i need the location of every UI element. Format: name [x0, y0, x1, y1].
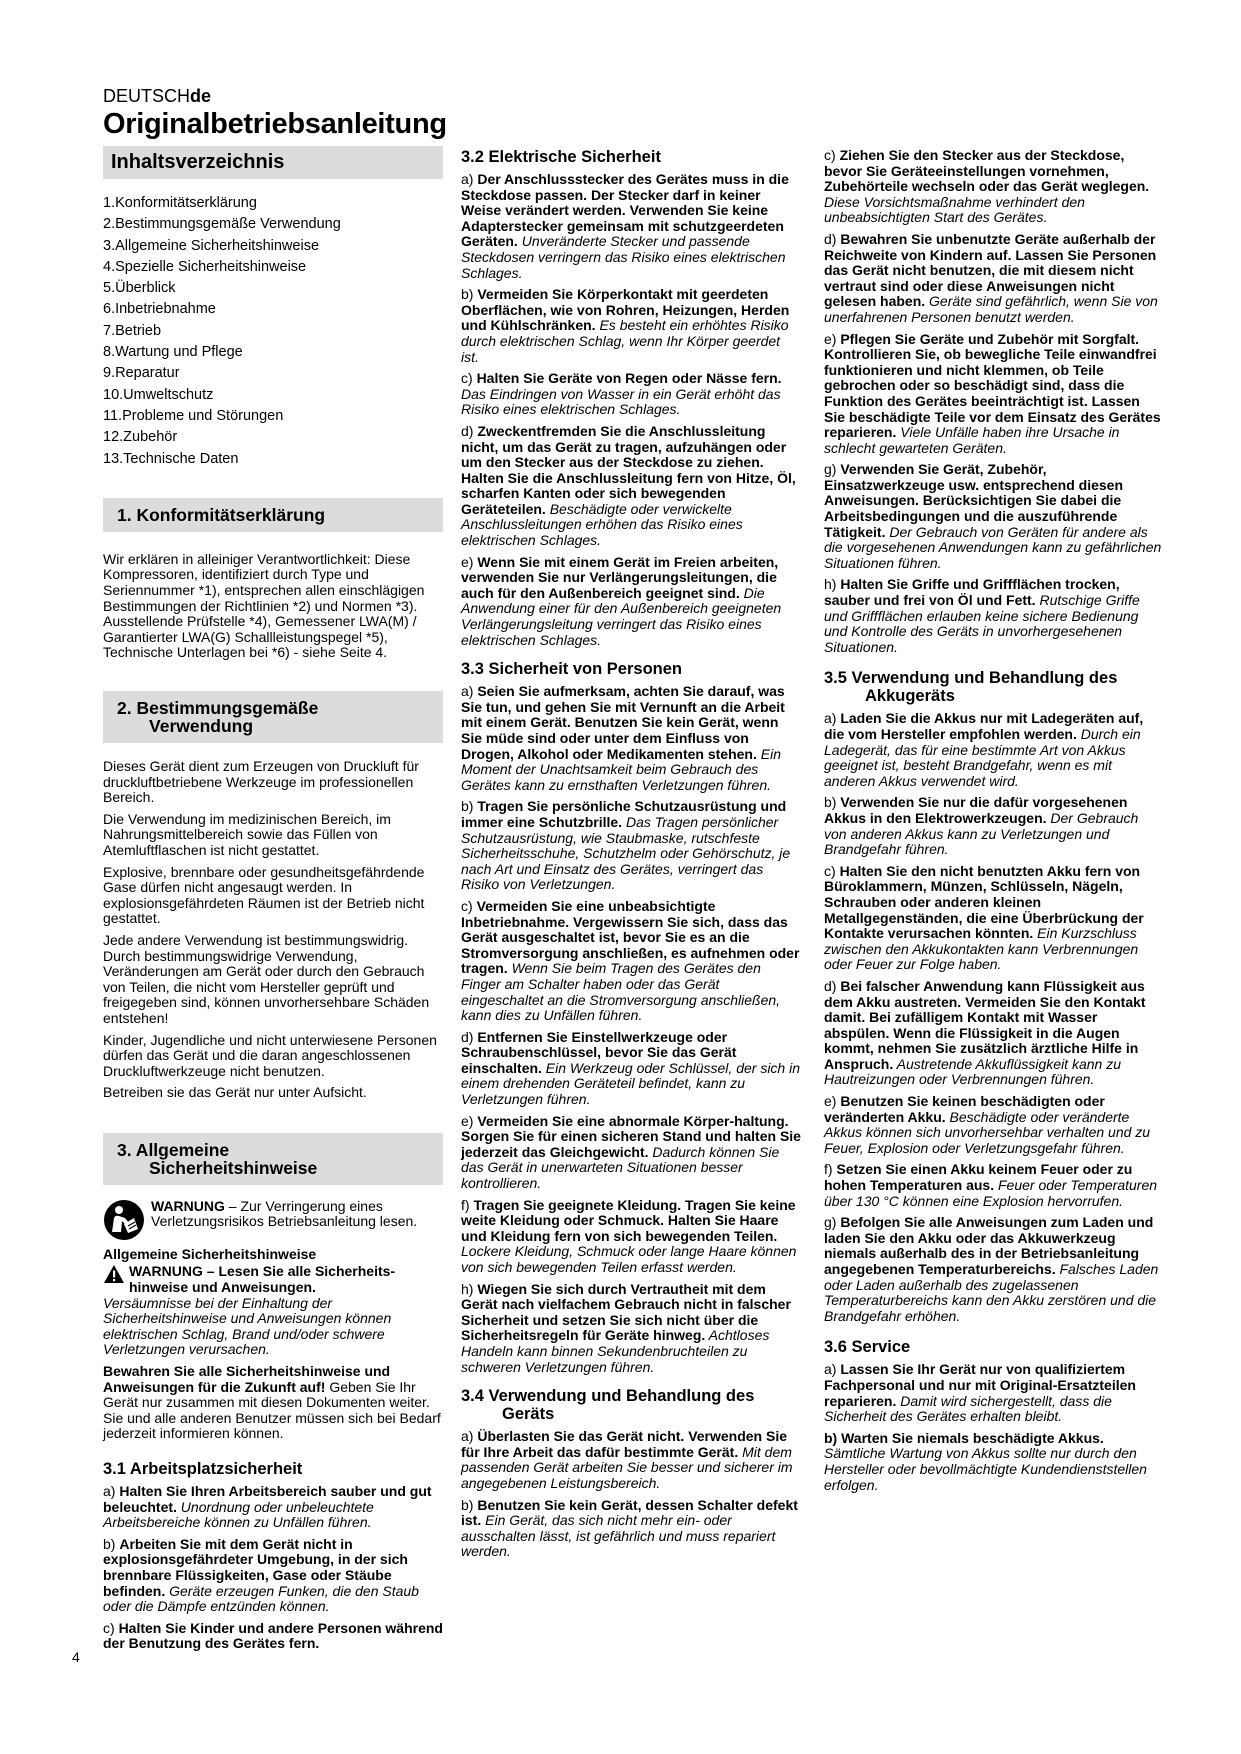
- toc-item[interactable]: 3.Allgemeine Sicherheitshinweise: [103, 237, 320, 254]
- item-3-5-d: d) Bei falscher Anwendung kann Flüssigkeit aus dem Akku austreten. Vermeiden Sie den Kontakt damit. Bei zufälligem Kontakt mit Wasser abspülen. Wenn die Flüssigkeit in die Augen kommt, nehmen Sie zusätzlich ärztliche Hilfe in Anspruch. Austretende Akkuflüssigkeit kann zu Hautreizungen oder Verbrennungen führen.: [824, 977, 1146, 1088]
- section-2-p4: Jede andere Verwendung ist bestimmungswidrig. Durch bestimmungswidrige Verwendung, Veränderungen am Gerät oder durch den Gebrauch von Teilen, die nicht vom Hersteller geprüft und freigegeben sind, können unvorhersehbare Schäden entstehen!: [103, 931, 430, 1026]
- item-3-3-a: a) Seien Sie aufmerksam, achten Sie darauf, was Sie tun, und gehen Sie mit Vernunft an die Arbeit mit einem Gerät. Benutzen Sie kein Gerät, wenn Sie müde sind oder unter dem Einfluss von Drogen, Alkohol oder Medikamenten stehen. Ein Moment der Unachtsamkeit beim Gebrauch des Gerätes kann zu ernsthaften Verletzungen führen.: [461, 683, 785, 793]
- toc-item[interactable]: 7.Betrieb: [103, 322, 162, 339]
- item-3-6-b: b) Warten Sie niemals beschädigte Akkus. Sämtliche Wartung von Akkus sollte nur durch den Hersteller oder bevollmächtigte Kundendienststellen erfolgen.: [824, 1429, 1147, 1493]
- item-3-3-c: c) Vermeiden Sie eine unbeabsichtigte Inbetriebnahme. Vergewissern Sie sich, dass das Gerät ausgeschaltet ist, bevor Sie es an die Stromversorgung anschließen, es aufnehmen oder tragen. Wenn Sie beim Tragen des Gerätes den Finger am Schalter haben oder das Gerät eingeschaltet an die Stromversorgung anschließen, kann dies zu Unfällen führen.: [461, 897, 800, 1024]
- toc-item[interactable]: 9.Reparatur: [103, 365, 180, 382]
- item-3-2-d: d) Zweckentfremden Sie die Anschlussleitung nicht, um das Gerät zu tragen, aufzuhängen oder um den Stecker aus der Steckdose zu ziehen. Halten Sie die Anschlussleitung fern von Hitze, Öl, scharfen Kanten oder sich bewegenden Geräteteilen. Beschädigte oder verwickelte Anschlussleitungen erhöhen das Risiko eines elektrischen Schlages.: [461, 422, 796, 549]
- item-3-2-b: b) Vermeiden Sie Körperkontakt mit geerdeten Oberflächen, wie von Rohren, Heizungen, Herden und Kühlschränken. Es besteht ein erhöhtes Risiko durch elektrischen Schlag, wenn Ihr Körper geerdet ist.: [461, 286, 790, 365]
- toc-item[interactable]: 1.Konformitätserklärung: [103, 195, 257, 211]
- item-3-3-b: b) Tragen Sie persönliche Schutzausrüstung und immer eine Schutzbrille. Das Tragen persönlicher Schutzausrüstung, wie Staubmaske, rutschfeste Sicherheitsschuhe, Schutzhelm oder Gehörschutz, je nach Art und Einsatz des Gerätes, verringert das Risiko von Verletzungen.: [461, 798, 791, 893]
- read-manual-icon: [103, 1199, 145, 1241]
- section-2-p5: Kinder, Jugendliche und nicht unterwiesene Personen dürfen das Gerät und die daran angeschlossenen Druckluftwerkzeuge nicht benutzen.: [103, 1031, 437, 1079]
- toc-item[interactable]: 13.Technische Daten: [103, 450, 239, 467]
- item-3-1-b: b) Arbeiten Sie mit dem Gerät nicht in explosionsgefährdeter Umgebung, in der sich brennbare Flüssigkeiten, Gase oder Stäube befinden. Geräte erzeugen Funken, die den Staub oder die Dämpfe entzünden können.: [103, 1535, 419, 1615]
- column-1: [103, 146, 443, 1658]
- item-3-3-e: e) Vermeiden Sie eine abnormale Körper-haltung. Sorgen Sie für einen sicheren Stand und halten Sie jederzeit das Gleichgewicht. Dadurch können Sie das Gerät in unerwarteten Situationen besser kontrollieren.: [461, 1112, 801, 1192]
- warning-read-all: WARNUNG – Lesen Sie alle Sicherheits-hinweise und Anweisungen. Versäumnisse bei der Einhaltung der Sicherheitshinweise und Anweisungen können elektrischen Schlag, Brand und/oder schwere Verletzungen verursachen.: [103, 1263, 396, 1358]
- toc-item[interactable]: 5.Überblick: [103, 280, 176, 297]
- item-3-5-b: b) Verwenden Sie nur die dafür vorgesehenen Akkus in den Elektrowerkzeugen. Der Gebrauch von anderen Akkus kann zu Verletzungen und Brandgefahr führen.: [824, 794, 1139, 858]
- warning-read-manual: WARNUNG – Zur Verringerung eines Verletzungsrisikos Betriebsanleitung lesen.: [103, 1199, 443, 1241]
- item-3-2-c: c) Halten Sie Geräte von Regen oder Nässe fern. Das Eindringen von Wasser in ein Gerät erhöht das Risiko eines elektrischen Schlages.: [461, 370, 782, 418]
- item-3-6-a: a) Lassen Sie Ihr Gerät nur von qualifiziertem Fachpersonal und nur mit Original-Ersatzteilen reparieren. Damit wird sichergestellt, dass die Sicherheit des Gerätes erhalten bleibt.: [824, 1361, 1136, 1425]
- section-2-p3: Explosive, brennbare oder gesundheitsgefährdende Gase dürfen nicht angesaugt werden. In explosionsgefährdeten Räumen ist der Betrieb nicht gestattet.: [103, 863, 425, 927]
- warning-triangle-icon: [103, 1264, 125, 1284]
- toc-item[interactable]: 10.Umweltschutz: [103, 386, 214, 403]
- section-3-1-heading: 3.1 Arbeitsplatzsicherheit: [103, 1460, 303, 1479]
- section-3-4-heading: 3.4 Verwendung und Behandlung des Geräts: [461, 1387, 755, 1424]
- item-3-4-b: b) Benutzen Sie kein Gerät, dessen Schalter defekt ist. Ein Gerät, das sich nicht mehr ein- oder ausschalten lässt, ist gefährlich und muss repariert werden.: [461, 1496, 798, 1560]
- item-3-5-a: a) Laden Sie die Akkus nur mit Ladegeräten auf, die vom Hersteller empfohlen werden. Durch ein Ladegerät, das für eine bestimmte Art von Akkus geeignet ist, besteht Brandgefahr, wenn es mit anderen Akkus verwendet wird.: [824, 710, 1144, 789]
- page-number: 4: [72, 1649, 80, 1665]
- section-2-p6: Betreiben sie das Gerät nur unter Aufsicht.: [103, 1084, 367, 1101]
- toc-item[interactable]: 12.Zubehör: [103, 429, 178, 446]
- section-1-heading: 1. Konformitätserklärung: [103, 498, 443, 532]
- item-3-3-h: h) Wiegen Sie sich durch Vertrautheit mit dem Gerät nach vielfachem Gebrauch nicht in falscher Sicherheit und setzen Sie sich nicht über die Sicherheitsregeln für Geräte hinweg. Achtloses Handeln kann binnen Sekundenbruchteilen zu schweren Verletzungen führen.: [461, 1280, 791, 1375]
- item-3-5-e: e) Benutzen Sie keinen beschädigten oder veränderten Akku. Beschädigte oder veränderte Akkus können sich unvorhersehbar verhalten und zu Feuer, Explosion oder Verletzungsgefahr führen.: [824, 1093, 1151, 1156]
- section-3-3-heading: 3.3 Sicherheit von Personen: [461, 660, 682, 679]
- general-safety-heading: Allgemeine Sicherheitshinweise: [103, 1245, 317, 1262]
- document-title: Originalbetriebsanleitung: [103, 108, 447, 140]
- item-3-4-g: g) Verwenden Sie Gerät, Zubehör, Einsatzwerkzeuge usw. entsprechend diesen Anweisungen. Berücksichtigen Sie dabei die Arbeitsbedingungen und die auszuführende Tätigkeit. Der Gebrauch von Geräten für andere als die vorgesehenen Anwendungen kann zu gefährlichen Situationen führen.: [824, 461, 1162, 571]
- item-3-3-d: d) Entfernen Sie Einstellwerkzeuge oder Schraubenschlüssel, bevor Sie das Gerät einschalten. Ein Werkzeug oder Schlüssel, der sich in einem drehenden Geräteteil befindet, kann zu Verletzungen führen.: [461, 1028, 801, 1108]
- column-2: [461, 148, 801, 1566]
- section-2-p1: Dieses Gerät dient zum Erzeugen von Druckluft für druckluftbetriebene Werkzeuge im professionellen Bereich.: [103, 758, 419, 806]
- toc-item[interactable]: 2.Bestimmungsgemäße Verwendung: [103, 216, 341, 233]
- section-3-6-heading: 3.6 Service: [824, 1338, 911, 1357]
- item-3-3-f: f) Tragen Sie geeignete Kleidung. Tragen Sie keine weite Kleidung oder Schmuck. Halten Sie Haare und Kleidung fern von sich bewegenden Teilen. Lockere Kleidung, Schmuck oder lange Haare können von sich bewegenden Teilen erfasst werden.: [461, 1196, 797, 1275]
- item-3-5-c: c) Halten Sie den nicht benutzten Akku fern von Büroklammern, Münzen, Schlüsseln, Nägeln, Schrauben oder anderen kleinen Metallgegenständen, die eine Überbrückung der Kontakte verursachen könnten. Ein Kurzschluss zwischen den Akkukontakten kann Verbrennungen oder Feuer zur Folge haben.: [824, 862, 1144, 973]
- section-2-heading: 2. Bestimmungsgemäße Verwendung: [103, 691, 443, 743]
- toc-heading: Inhaltsverzeichnis: [103, 146, 443, 179]
- item-3-1-c: c) Halten Sie Kinder und andere Personen während der Benutzung des Gerätes fern.: [103, 1619, 443, 1652]
- toc-list: [103, 193, 443, 470]
- section-3-heading: 3. Allgemeine Sicherheitshinweise: [103, 1133, 443, 1185]
- toc-item[interactable]: 8.Wartung und Pflege: [103, 344, 243, 361]
- item-3-5-f: f) Setzen Sie einen Akku keinem Feuer oder zu hohen Temperaturen aus. Feuer oder Temperaturen über 130 °C können eine Explosion hervorrufen.: [824, 1161, 1158, 1209]
- item-3-4-e: e) Pflegen Sie Geräte und Zubehör mit Sorgfalt. Kontrollieren Sie, ob bewegliche Teile einwandfrei funktionieren und nicht klemmen, ob Teile gebrochen oder so beschädigt sind, dass die Funktion des Gerätes beeinträchtigt ist. Lassen Sie beschädigte Teile vor dem Einsatz des Gerätes reparieren. Viele Unfälle haben ihre Ursache in schlecht gewarteten Geräten.: [824, 330, 1161, 456]
- section-3-5-heading: 3.5 Verwendung und Behandlung des Akkugeräts: [824, 669, 1118, 706]
- section-3-2-heading: 3.2 Elektrische Sicherheit: [461, 148, 661, 166]
- item-3-5-g: g) Befolgen Sie alle Anweisungen zum Laden und laden Sie den Akku oder das Akkuwerkzeug niemals außerhalb des in der Betriebsanleitung angegebenen Temperaturbereichs. Falsches Laden oder Laden außerhalb des zugelassenen Temperaturbereichs kann den Akku zerstören und die Brandgefahr erhöhen.: [824, 1214, 1159, 1324]
- column-3: [824, 148, 1164, 1499]
- toc-item[interactable]: 4.Spezielle Sicherheitshinweise: [103, 258, 307, 275]
- item-3-4-h: h) Halten Sie Griffe und Griffflächen trocken, sauber und frei von Öl und Fett. Rutschige Griffe und Griffflächen erlauben keine sichere Bedienung und Kontrolle des Geräts in unvorhergesehenen Situationen.: [824, 576, 1140, 655]
- section-2-p2: Die Verwendung im medizinischen Bereich, im Nahrungsmittelbereich sowie das Füllen von Atemluftflaschen ist nicht gestattet.: [103, 810, 391, 858]
- item-3-2-a: a) Der Anschlussstecker des Gerätes muss in die Steckdose passen. Der Stecker darf in keiner Weise verändert werden. Verwenden Sie keine Adapterstecker gemeinsam mit schutzgeerdeten Geräten. Unveränderte Stecker und passende Steckdosen verringern das Risiko eines elektrischen Schlages.: [461, 171, 789, 281]
- section-1-text: Wir erklären in alleiniger Verantwortlichkeit: Diese Kompressoren, identifiziert durch Type und Seriennummer *1), entsprechen allen einschlägigen Bestimmungen der Richtlinien *2) und Normen *3). Ausstellende Prüfstelle *4), Gemessener LWA(M) / Garantierter LWA(G) Schallleistungspegel *5), Technische Unterlagen bei *6) - siehe Seite 4.: [103, 550, 425, 661]
- item-3-4-c: c) Ziehen Sie den Stecker aus der Steckdose, bevor Sie Geräteeinstellungen vornehmen, Zubehörteile wechseln oder das Gerät weglegen. Diese Vorsichtsmaßnahme verhindert den unbeabsichtigten Start des Gerätes.: [824, 147, 1150, 226]
- item-3-2-e: e) Wenn Sie mit einem Gerät im Freien arbeiten, verwenden Sie nur Verlängerungsleitungen, die auch für den Außenbereich geeignet sind. Die Anwendung einer für den Außenbereich geeigneten Verlängerungsleitung verringert das Risiko eines elektrischen Schlages.: [461, 553, 782, 648]
- item-3-4-d: d) Bewahren Sie unbenutzte Geräte außerhalb der Reichweite von Kindern auf. Lassen Sie Personen das Gerät nicht benutzen, die mit diesem nicht vertraut sind oder diese Anweisungen nicht gelesen haben. Geräte sind gefährlich, wenn Sie von unerfahrenen Personen benutzt werden.: [824, 230, 1158, 325]
- keep-instructions: Bewahren Sie alle Sicherheitshinweise und Anweisungen für die Zukunft auf! Geben Sie Ihr Gerät nur zusammen mit diesen Dokumenten weiter. Sie und alle anderen Benutzer müssen sich bei Bedarf jederzeit informieren können.: [103, 1363, 441, 1442]
- toc-item[interactable]: 11.Probleme und Störungen: [103, 407, 284, 424]
- item-3-4-a: a) Überlasten Sie das Gerät nicht. Verwenden Sie für Ihre Arbeit das dafür bestimmte Gerät. Mit dem passenden Gerät arbeiten Sie besser und sicherer im angegebenen Leistungsbereich.: [461, 1428, 793, 1491]
- toc-item[interactable]: 6.Inbetriebnahme: [103, 301, 216, 318]
- item-3-1-a: a) Halten Sie Ihren Arbeitsbereich sauber und gut beleuchtet. Unordnung oder unbeleuchtete Arbeitsbereiche können zu Unfällen führen.: [103, 1483, 432, 1531]
- language-label: DEUTSCHde: [103, 86, 212, 106]
